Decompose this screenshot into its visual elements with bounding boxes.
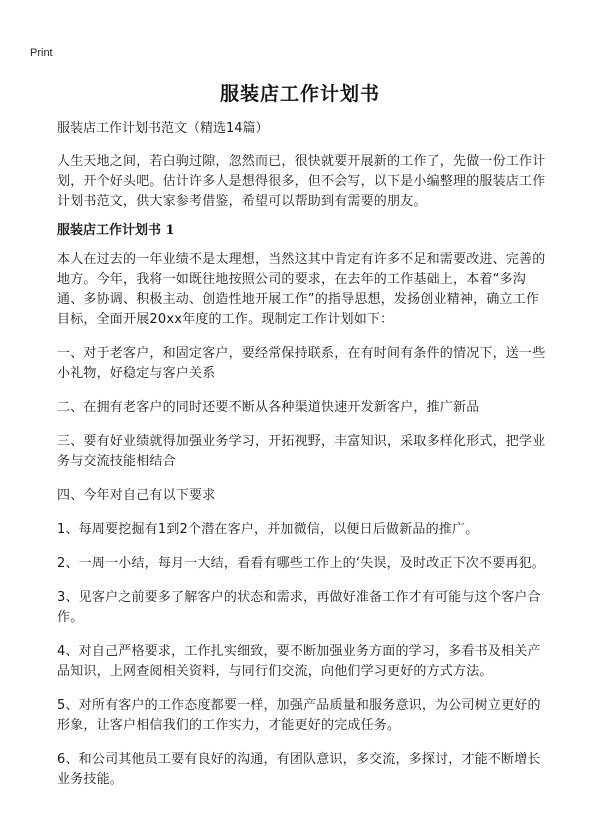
- requirement-item-2: 2、一周一小结，每月一大结，看看有哪些工作上的‘失误，及时改正下次不要再犯。: [57, 556, 546, 571]
- requirement-item-5: 5、对所有客户的工作态度都要一样，加强产品质量和服务意识，为公司树立更好的形象，让客户相信我们的工作实力，才能更好的完成任务。: [57, 698, 541, 733]
- requirement-item-4: 4、对自己严格要求，工作扎实细致，要不断加强业务方面的学习，多看书及相关产品知识，上网查阅相关资料，与同行们交流，向他们学习更好的方式方法。: [57, 644, 541, 679]
- plan-item-4: 四、今年对自己有以下要求: [57, 488, 216, 503]
- intro-paragraph: 人生天地之间，若白驹过隙，忽然而已，很快就要开展新的工作了，先做一份工作计划，开个好头吧。估计许多人是想得很多，但不会写，以下是小编整理的服装店工作计划书范文，供大家参考借鉴，希望可以帮助到有需要的朋友。: [57, 154, 546, 209]
- document-title: 服装店工作计划书: [219, 83, 380, 105]
- section-intro-paragraph: 本人在过去的一年业绩不是太理想，当然这其中肯定有许多不足和需要改进、完善的地方。今年，我将一如既往地按照公司的要求，在去年的工作基础上，本着“多沟通、多协调、积极主动、创造性地开展工作”的指导思想，发扬创业精神，确立工作目标，全面开展20xx年度的工作。现制定工作计划如下：: [57, 252, 546, 327]
- plan-item-1: 一、对于老客户，和固定客户，要经常保持联系，在有时间有条件的情况下，送一些小礼物，好稳定与客户关系: [57, 346, 546, 381]
- plan-item-2: 二、在拥有老客户的同时还要不断从各种渠道快速开发新客户，推广新品: [57, 400, 480, 415]
- document-subtitle: 服装店工作计划书范文（精选14篇）: [57, 121, 269, 136]
- requirement-item-1: 1、每周要挖掘有1到2个潜在客户，并加微信，以便日后做新品的推广。: [57, 522, 479, 537]
- requirement-item-6: 6、和公司其他员工要有良好的沟通，有团队意识，多交流，多探讨，才能不断增长业务技能。: [57, 752, 541, 787]
- requirement-item-3: 3、见客户之前要多了解客户的状态和需求，再做好准备工作才有可能与这个客户合作。: [57, 590, 541, 625]
- section-heading: 服装店工作计划书 1: [57, 223, 175, 238]
- print-label: Print: [30, 47, 53, 59]
- plan-item-3: 三、要有好业绩就得加强业务学习，开拓视野，丰富知识，采取多样化形式，把学业务与交流技能相结合: [57, 434, 546, 469]
- document-body: [57, 120, 547, 804]
